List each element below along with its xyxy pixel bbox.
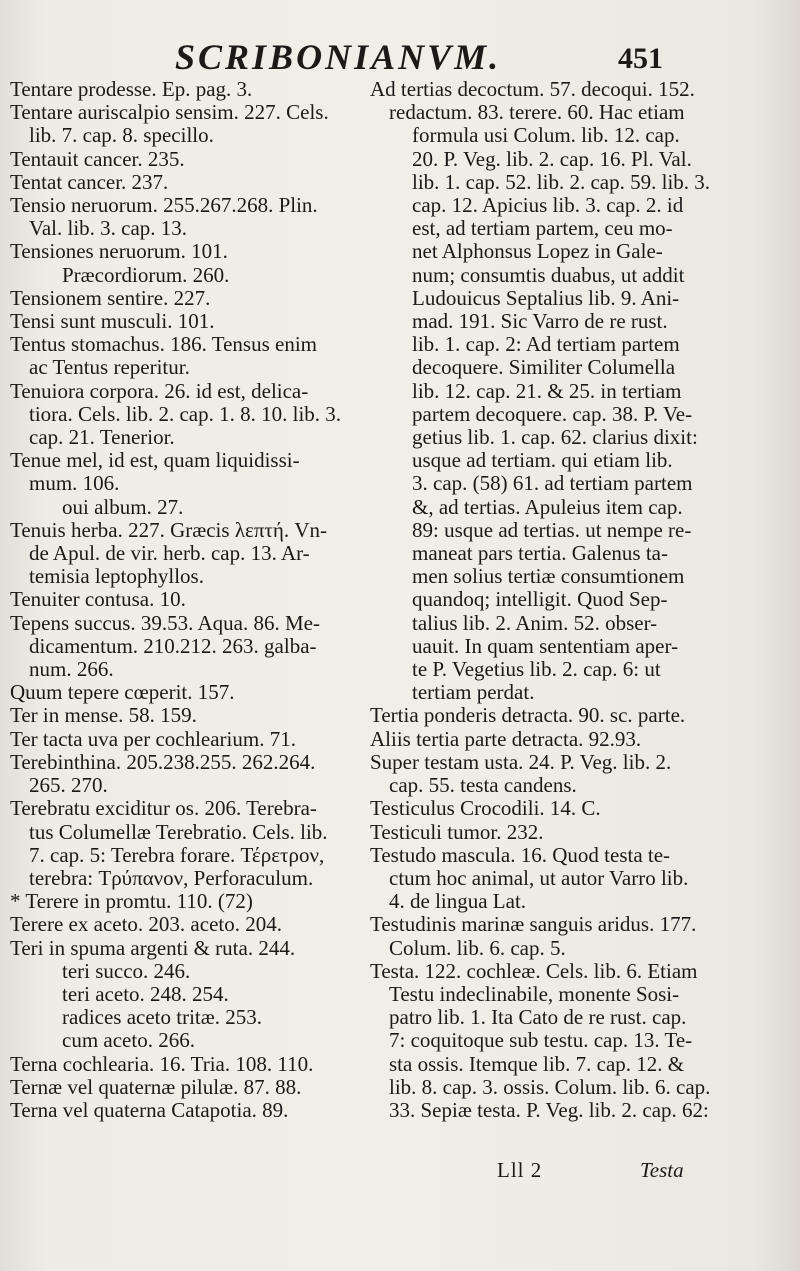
index-entry-line: Tensiones neruorum. 101.	[10, 239, 228, 264]
index-entry-line: Testiculi tumor. 232.	[370, 819, 544, 844]
index-entry-line: Tertia ponderis detracta. 90. sc. parte.	[370, 703, 686, 728]
index-entry-line: cap. 21. Tenerior.	[29, 425, 175, 450]
index-entry-line: te P. Vegetius lib. 2. cap. 6: ut	[412, 657, 661, 682]
index-entry-line: uauit. In quam sententiam aper-	[412, 633, 679, 658]
index-entry-line: temisia leptophyllos.	[29, 564, 204, 589]
index-entry-line: Testudo mascula. 16. Quod testa te-	[370, 842, 671, 867]
index-entry-line: lib. 8. cap. 3. ossis. Colum. lib. 6. cap.	[389, 1074, 711, 1099]
index-entry-line: &, ad tertias. Apuleius item cap.	[412, 494, 683, 519]
signature-mark: Lll 2	[497, 1158, 543, 1182]
index-entry-line: Teri in spuma argenti & ruta. 244.	[10, 935, 296, 960]
index-entry-line: Tentare prodesse. Ep. pag. 3.	[10, 77, 253, 101]
index-entry-line: talius lib. 2. Anim. 52. obser-	[412, 610, 658, 635]
index-entry-line: 89: usque ad tertias. ut nempe re-	[412, 517, 692, 542]
index-entry-line: Testu indeclinabile, monente Sosi-	[389, 981, 680, 1006]
index-entry-line: Tenue mel, id est, quam liquidissi-	[10, 448, 300, 473]
index-entry-line: Aliis tertia parte detracta. 92.93.	[370, 726, 642, 751]
index-entry-line: maneat pars tertia. Galenus ta-	[412, 541, 668, 566]
index-entry-line: teri succo. 246.	[62, 958, 191, 983]
index-entry-line: * Terere in promtu. 110. (72)	[10, 889, 253, 914]
index-entry-line: Tensionem sentire. 227.	[10, 285, 211, 310]
index-entry-line: Tentat cancer. 237.	[10, 169, 169, 194]
index-entry-line: Testiculus Crocodili. 14. C.	[370, 796, 601, 821]
index-entry-line: 20. P. Veg. lib. 2. cap. 16. Pl. Val.	[412, 146, 692, 171]
index-entry-line: Ludouicus Septalius lib. 9. Ani-	[412, 285, 680, 310]
index-entry-line: patro lib. 1. Ita Cato de re rust. cap.	[389, 1005, 687, 1030]
index-entry-line: Ter tacta uva per cochlearium. 71.	[10, 726, 296, 751]
index-entry-line: lib. 1. cap. 2: Ad tertiam partem	[412, 332, 680, 357]
index-entry-line: lib. 12. cap. 21. & 25. in tertiam	[412, 378, 682, 403]
page-number: 451	[618, 42, 663, 75]
index-entry-line: teri aceto. 248. 254.	[62, 981, 229, 1006]
index-entry-line: Terna cochlearia. 16. Tria. 108. 110.	[10, 1051, 314, 1076]
index-entry-line: Præcordiorum. 260.	[62, 262, 230, 287]
index-entry-line: Tenuiter contusa. 10.	[10, 587, 186, 612]
index-entry-line: Testa. 122. cochleæ. Cels. lib. 6. Etiam	[370, 958, 698, 983]
index-entry-line: cap. 55. testa candens.	[389, 773, 577, 798]
index-entry-line: Ter in mense. 58. 159.	[10, 703, 197, 728]
index-entry-line: tiora. Cels. lib. 2. cap. 1. 8. 10. lib. 3.	[29, 401, 342, 426]
index-entry-line: Tentus stomachus. 186. Tensus enim	[10, 332, 317, 357]
index-entry-line: cum aceto. 266.	[62, 1028, 195, 1053]
index-entry-line: Terere ex aceto. 203. aceto. 204.	[10, 912, 282, 937]
index-entry-line: decoquere. Similiter Columella	[412, 355, 676, 380]
index-entry-line: ac Tentus reperitur.	[29, 355, 190, 380]
index-entry-line: Tensi sunt musculi. 101.	[10, 309, 215, 334]
right-index-column	[370, 78, 740, 1122]
index-entry-line: net Alphonsus Lopez in Gale-	[412, 239, 663, 264]
index-entry-line: Quum tepere cœperit. 157.	[10, 680, 235, 705]
index-entry-line: Super testam usta. 24. P. Veg. lib. 2.	[370, 749, 672, 774]
index-entry-line: oui album. 27.	[62, 494, 184, 519]
index-entry-line: tus Columellæ Terebratio. Cels. lib.	[29, 819, 328, 844]
index-entry-line: tertiam perdat.	[412, 680, 535, 705]
index-entry-line: Tenuis herba. 227. Græcis λεπτή. Vn-	[10, 517, 327, 542]
index-entry-line: Testudinis marinæ sanguis aridus. 177.	[370, 912, 697, 937]
index-entry-line: num. 266.	[29, 657, 114, 682]
index-entry-line: 7. cap. 5: Terebra forare. Τέρετρον,	[29, 842, 325, 867]
running-title: SCRIBONIANVM.	[175, 37, 502, 77]
index-entry-line: lib. 1. cap. 52. lib. 2. cap. 59. lib. 3.	[412, 169, 711, 194]
left-index-column	[10, 78, 360, 1122]
index-entry-line: de Apul. de vir. herb. cap. 13. Ar-	[29, 541, 310, 566]
index-entry-line: radices aceto tritæ. 253.	[62, 1005, 263, 1030]
index-entry-line: partem decoquere. cap. 38. P. Ve-	[412, 401, 693, 426]
index-entry-line: ctum hoc animal, ut autor Varro lib.	[389, 865, 689, 890]
index-entry-line: 265. 270.	[29, 773, 108, 798]
index-entry-line: sta ossis. Itemque lib. 7. cap. 12. &	[389, 1051, 685, 1076]
index-entry-line: mum. 106.	[29, 471, 120, 496]
index-entry-line: redactum. 83. terere. 60. Hac etiam	[389, 100, 685, 125]
index-entry-line: lib. 7. cap. 8. specillo.	[29, 123, 214, 148]
index-entry-line: quandoq; intelligit. Quod Sep-	[412, 587, 668, 612]
index-entry-line: cap. 12. Apicius lib. 3. cap. 2. id	[412, 193, 684, 218]
index-entry-line: dicamentum. 210.212. 263. galba-	[29, 633, 317, 658]
index-entry-line: est, ad tertiam partem, ceu mo-	[412, 216, 673, 241]
index-entry-line: men solius tertiæ consumtionem	[412, 564, 685, 589]
index-entry-line: terebra: Τρύπανον, Perforaculum.	[29, 865, 314, 890]
index-entry-line: Ad tertias decoctum. 57. decoqui. 152.	[370, 77, 695, 101]
index-entry-line: Terebratu exciditur os. 206. Terebra-	[10, 796, 317, 821]
index-entry-line: Tenuiora corpora. 26. id est, delica-	[10, 378, 309, 403]
index-entry-line: 7: coquitoque sub testu. cap. 13. Te-	[389, 1028, 693, 1053]
index-entry-line: Terna vel quaterna Catapotia. 89.	[10, 1097, 289, 1122]
index-entry-line: Colum. lib. 6. cap. 5.	[389, 935, 566, 960]
index-entry-line: Tensio neruorum. 255.267.268. Plin.	[10, 193, 318, 218]
catchword: Testa	[640, 1158, 684, 1182]
index-entry-line: getius lib. 1. cap. 62. clarius dixit:	[412, 425, 698, 450]
index-entry-line: 3. cap. (58) 61. ad tertiam partem	[412, 471, 693, 496]
index-entry-line: usque ad tertiam. qui etiam lib.	[412, 448, 673, 473]
index-entry-line: mad. 191. Sic Varro de re rust.	[412, 309, 668, 334]
index-entry-line: num; consumtis duabus, ut addit	[412, 262, 685, 287]
page-footer	[0, 1158, 800, 1188]
index-entry-line: formula usi Colum. lib. 12. cap.	[412, 123, 680, 148]
index-entry-line: Tentauit cancer. 235.	[10, 146, 185, 171]
index-entry-line: Terebinthina. 205.238.255. 262.264.	[10, 749, 316, 774]
index-entry-line: Ternæ vel quaternæ pilulæ. 87. 88.	[10, 1074, 302, 1099]
index-entry-line: 4. de lingua Lat.	[389, 889, 527, 914]
index-entry-line: Tentare auriscalpio sensim. 227. Cels.	[10, 100, 329, 125]
index-entry-line: Tepens succus. 39.53. Aqua. 86. Me-	[10, 610, 320, 635]
index-entry-line: Val. lib. 3. cap. 13.	[29, 216, 188, 241]
index-entry-line: 33. Sepiæ testa. P. Veg. lib. 2. cap. 62:	[389, 1097, 709, 1122]
